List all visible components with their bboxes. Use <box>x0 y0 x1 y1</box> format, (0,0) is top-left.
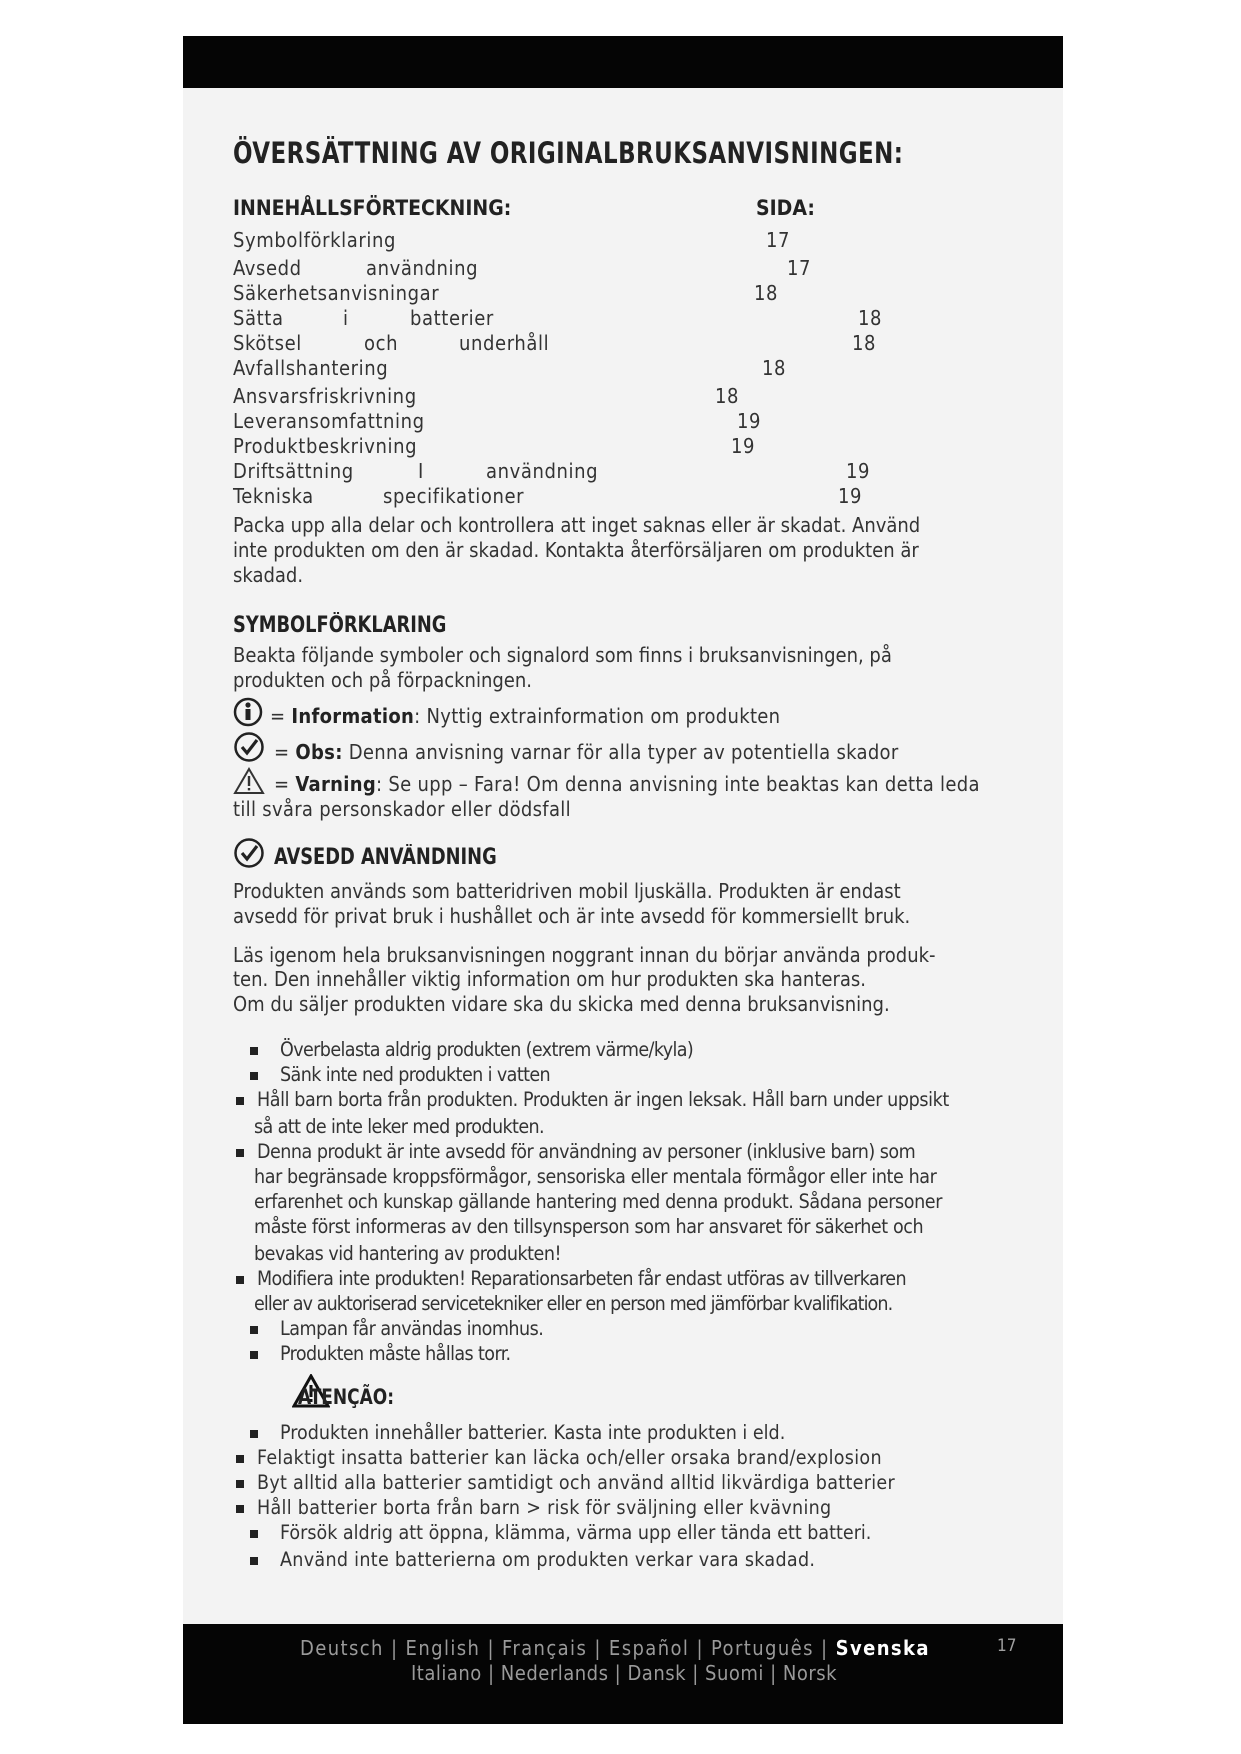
language-selector-line2[interactable]: Italiano | Nederlands | Dansk | Suomi | Norsk <box>411 1661 838 1685</box>
toc-row: Ansvarsfriskrivning <box>233 384 417 408</box>
bullet-text-cont: erfarenhet och kunskap gällande hantering med denna produkt. Sådana personer <box>254 1190 943 1213</box>
bullet-marker <box>250 1047 258 1055</box>
current-language[interactable]: Svenska <box>835 1636 930 1660</box>
bullet-text: Använd inte batterierna om produkten verkar vara skadad. <box>280 1548 816 1571</box>
toc-row: Sätta <box>233 306 284 330</box>
symbol-section-heading: SYMBOLFÖRKLARING <box>233 613 447 638</box>
bullet-marker <box>236 1455 244 1463</box>
unpack-line: skadad. <box>233 563 304 587</box>
obs-symbol-text: = Obs: Denna anvisning varnar för alla typer av potentiella skador <box>274 740 899 764</box>
warning-symbol-text-cont: till svåra personskador eller dödsfall <box>233 797 571 821</box>
intended-p2-line: Läs igenom hela bruksanvisningen noggrant innan du börjar använda produk- <box>233 943 936 967</box>
toc-row: och <box>364 331 399 355</box>
bullet-marker <box>236 1505 244 1513</box>
toc-page: 18 <box>754 281 779 305</box>
bullet-marker <box>250 1351 258 1359</box>
bullet-marker <box>250 1557 258 1565</box>
bullet-text: Denna produkt är inte avsedd för användning av personer (inklusive barn) som <box>257 1140 916 1163</box>
unpack-line: Packa upp alla delar och kontrollera att inget saknas eller är skadat. Använd <box>233 513 921 537</box>
bullet-text: Felaktigt insatta batterier kan läcka och/eller orsaka brand/explosion <box>257 1446 882 1469</box>
toc-row: Skötsel <box>233 331 302 355</box>
bullet-text-cont: eller av auktoriserad servicetekniker eller en person med jämförbar kvalifikation. <box>254 1292 893 1315</box>
symbol-intro-line: produkten och på förpackningen. <box>233 668 532 692</box>
toc-page: 18 <box>858 306 883 330</box>
toc-row: Leveransomfattning <box>233 409 425 433</box>
bullet-text: Lampan får användas inomhus. <box>280 1317 544 1340</box>
toc-row: Driftsättning <box>233 459 354 483</box>
toc-row: Säkerhetsanvisningar <box>233 281 440 305</box>
bullet-text: Försök aldrig att öppna, klämma, värma upp eller tända ett batteri. <box>280 1521 872 1544</box>
toc-row: specifikationer <box>383 484 525 508</box>
bullet-text-cont: har begränsade kroppsförmågor, sensoriska eller mentala förmågor eller inte har <box>254 1165 937 1188</box>
information-icon <box>233 697 263 727</box>
warning-icon <box>233 767 265 795</box>
warning-symbol-text: = Varning: Se upp – Fara! Om denna anvisning inte beaktas kan detta leda <box>274 772 980 796</box>
bullet-text: Sänk inte ned produkten i vatten <box>280 1063 551 1086</box>
bullet-text: Modifiera inte produkten! Reparationsarbeten får endast utföras av tillverkaren <box>257 1267 907 1290</box>
toc-row: I <box>418 459 424 483</box>
bullet-text: Håll batterier borta från barn > risk för sväljning eller kvävning <box>257 1496 832 1519</box>
intended-p1-line: avsedd för privat bruk i hushållet och är inte avsedd för kommersiellt bruk. <box>233 904 911 928</box>
intended-p2-line: Om du säljer produkten vidare ska du skicka med denna bruksanvisning. <box>233 992 890 1016</box>
toc-page: 19 <box>838 484 863 508</box>
document-title: ÖVERSÄTTNING AV ORIGINALBRUKSANVISNINGEN: <box>233 136 904 170</box>
toc-heading: INNEHÅLLSFÖRTECKNING: <box>233 196 512 220</box>
toc-page-heading: SIDA: <box>756 196 815 220</box>
toc-page: 18 <box>852 331 877 355</box>
bullet-text: Byt alltid alla batterier samtidigt och använd alltid likvärdiga batterier <box>257 1471 896 1494</box>
attention-heading: ATENÇÃO: <box>298 1385 395 1409</box>
bullet-marker <box>250 1430 258 1438</box>
bullet-text: Överbelasta aldrig produkten (extrem värme/kyla) <box>280 1038 694 1061</box>
toc-page: 19 <box>737 409 762 433</box>
checkmark-icon <box>233 837 265 869</box>
symbol-intro-line: Beakta följande symboler och signalord som finns i bruksanvisningen, på <box>233 643 892 667</box>
toc-page: 19 <box>846 459 871 483</box>
top-bar <box>183 36 1063 88</box>
bullet-text: Produkten innehåller batterier. Kasta inte produkten i eld. <box>280 1421 786 1444</box>
intended-p2-line: ten. Den innehåller viktig information om hur produkten ska hanteras. <box>233 967 866 991</box>
bullet-marker <box>250 1072 258 1080</box>
toc-page: 17 <box>787 256 812 280</box>
unpack-line: inte produkten om den är skadad. Kontakta återförsäljaren om produkten är <box>233 538 919 562</box>
toc-row: underhåll <box>459 331 550 355</box>
intended-p1-line: Produkten används som batteridriven mobil ljuskälla. Produkten är endast <box>233 879 901 903</box>
toc-row: Avsedd <box>233 256 302 280</box>
toc-page: 18 <box>762 356 787 380</box>
toc-row: Tekniska <box>233 484 314 508</box>
toc-page: 17 <box>766 228 791 252</box>
bullet-marker <box>236 1149 244 1157</box>
toc-row: Symbolförklaring <box>233 228 397 252</box>
page-number: 17 <box>997 1636 1017 1656</box>
bullet-text: Håll barn borta från produkten. Produkten är ingen leksak. Håll barn under uppsikt <box>257 1088 949 1111</box>
bullet-text-cont: måste först informeras av den tillsynsperson som har ansvaret för säkerhet och <box>254 1215 924 1238</box>
toc-row: Produktbeskrivning <box>233 434 418 458</box>
toc-page: 18 <box>715 384 740 408</box>
intended-use-heading: AVSEDD ANVÄNDNING <box>274 845 497 870</box>
checkmark-icon <box>233 731 265 763</box>
bullet-marker <box>236 1097 244 1105</box>
toc-row: Avfallshantering <box>233 356 389 380</box>
toc-row: användning <box>366 256 479 280</box>
bullet-text: Produkten måste hållas torr. <box>280 1342 511 1365</box>
bullet-marker <box>236 1276 244 1284</box>
bullet-marker <box>250 1530 258 1538</box>
toc-row: batterier <box>410 306 494 330</box>
language-selector[interactable]: Deutsch | English | Français | Español | Português | Svenska <box>300 1636 930 1660</box>
bullet-text-cont: så att de inte leker med produkten. <box>254 1115 545 1138</box>
bullet-text-cont: bevakas vid hantering av produkten! <box>254 1242 561 1265</box>
toc-page: 19 <box>731 434 756 458</box>
toc-row: användning <box>486 459 599 483</box>
bullet-marker <box>250 1326 258 1334</box>
toc-row: i <box>343 306 349 330</box>
bullet-marker <box>236 1480 244 1488</box>
info-symbol-text: = Information: Nyttig extrainformation om produkten <box>270 704 781 728</box>
